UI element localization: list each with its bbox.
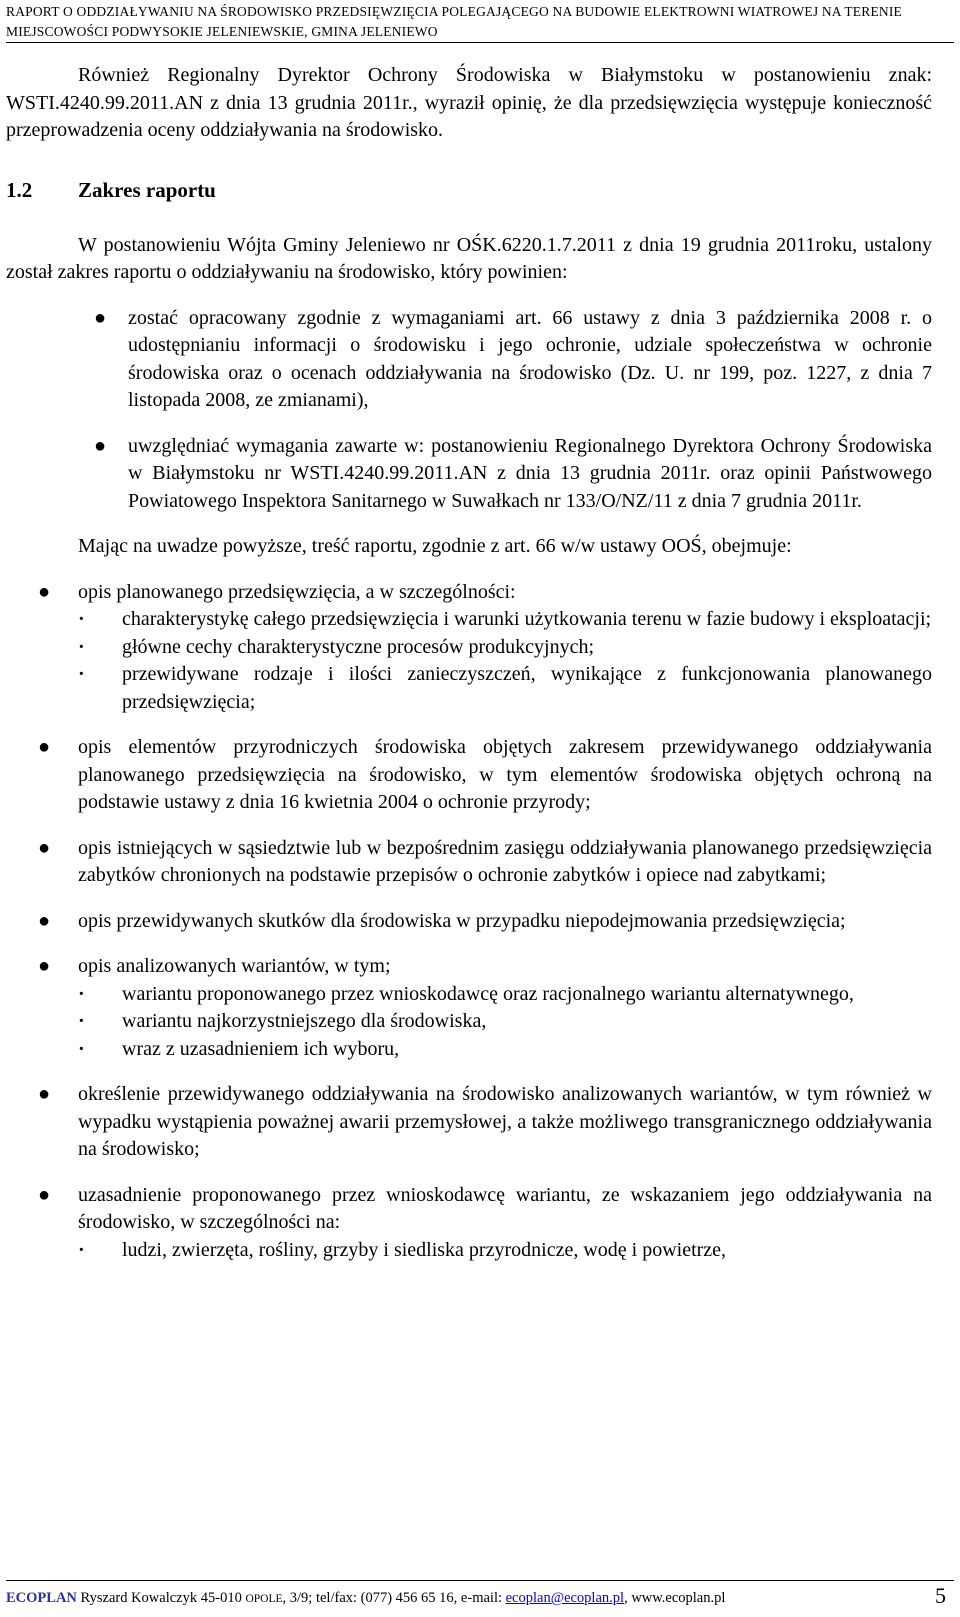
bullet-icon: ● <box>38 836 51 859</box>
small-bullet-icon: · <box>78 635 85 658</box>
content-item <box>6 734 932 817</box>
page-number: 5 <box>935 1583 946 1608</box>
content-item-text: opis istniejących w sąsiedztwie lub w bezpośrednim zasięgu oddziaływania planowanego przedsięwzięcia zabytków chronionych na podstawie przepisów o ochronie zabytków i opiece nad zabytkami; <box>78 836 932 886</box>
section-paragraph: W postanowieniu Wójta Gminy Jeleniewo nr OŚK.6220.1.7.2011 z dnia 19 grudnia 2011roku, ustalony został zakres raportu o oddziaływaniu na środowisko, który powinien: <box>6 233 932 283</box>
sub-item-text: wariantu najkorzystniejszego dla środowiska, <box>122 1010 487 1032</box>
content-paragraph: Mając na uwadze powyższe, treść raportu, zgodnie z art. 66 w/w ustawy OOŚ, obejmuje: <box>78 535 792 557</box>
sub-item-text: główne cechy charakterystyczne procesów produkcyjnych; <box>122 635 595 658</box>
sub-list <box>78 981 932 1064</box>
footer-owner: Ryszard Kowalczyk <box>80 1590 198 1606</box>
content-item <box>6 908 932 936</box>
scope-list <box>6 305 932 516</box>
bullet-icon: ● <box>38 736 51 758</box>
bullet-icon: ● <box>38 955 51 977</box>
scope-item-text: zostać opracowany zgodnie z wymaganiami art. 66 ustawy z dnia 3 października 2008 r. o udostępnianiu informacji o środowisku i jego ochronie, udziale społeczeństwa w ochronie środowiska oraz o ocenach oddziaływania na środowisko (Dz. U. nr 199, poz. 1227, z dnia 7 listopada 2008, ze zmianami), <box>128 306 932 411</box>
header-line-1: RAPORT O ODDZIAŁYWANIU NA ŚRODOWISKO PRZEDSIĘWZIĘCIA POLEGAJĄCEGO NA BUDOWIE ELEKTROWNI WIATROWEJ NA TERENIE <box>6 4 902 19</box>
bullet-icon: ● <box>94 434 107 457</box>
bullet-icon: ● <box>38 580 51 603</box>
content-item-text: opis analizowanych wariantów, w tym; <box>78 955 391 977</box>
document-body <box>6 62 932 1282</box>
section-number: 1.2 <box>6 177 33 202</box>
scope-item <box>6 305 932 415</box>
content-item <box>6 579 932 717</box>
sub-item-text: ludzi, zwierzęta, rośliny, grzyby i siedliska przyrodnicze, wodę i powietrze, <box>122 1238 727 1261</box>
bullet-icon: ● <box>38 1083 51 1105</box>
bullet-icon: ● <box>38 909 51 932</box>
sub-item <box>78 981 932 1009</box>
footer-sep: , <box>624 1590 632 1606</box>
content-item-text: określenie przewidywanego oddziaływania na środowisko analizowanych wariantów, w tym również w wypadku wystąpienia poważnej awarii przemysłowej, a także możliwego transgranicznego oddziaływania na środowisko; <box>78 1083 932 1160</box>
footer-address: , 3/9; tel/fax: (077) 456 65 16, e-mail: <box>282 1590 506 1606</box>
sub-item-text: wariantu proponowanego przez wnioskodawcę oraz racjonalnego wariantu alternatywnego, <box>122 982 854 1005</box>
small-bullet-icon: · <box>78 608 85 630</box>
sub-item-text: przewidywane rodzaje i ilości zanieczyszczeń, wynikające z funkcjonowania planowanego przedsięwzięcia; <box>122 663 932 713</box>
sub-item <box>78 634 932 662</box>
content-item-text: opis elementów przyrodniczych środowiska objętych zakresem przewidywanego oddziaływania planowanego przedsięwzięcia na środowisko, w tym elementów środowiska objętych ochroną na podstawie ustawy z dnia 16 kwietnia 2004 o ochronie przyrody; <box>78 736 932 813</box>
sub-item <box>78 1008 932 1036</box>
sub-item-text: wraz z uzasadnieniem ich wyboru, <box>122 1037 400 1060</box>
content-item-text: opis przewidywanych skutków dla środowiska w przypadku niepodejmowania przedsięwzięcia; <box>78 909 846 932</box>
intro-paragraph: Również Regionalny Dyrektor Ochrony Środowiska w Białymstoku w postanowieniu znak: WSTI.4240.99.2011.AN z dnia 13 grudnia 2011r., wyraził opinię, że dla przedsięwzięcia występuje konieczność przeprowadzenia oceny oddziaływania na środowisko. <box>6 64 932 141</box>
sub-list <box>78 606 932 716</box>
scope-item-text: uwzględniać wymagania zawarte w: postanowieniu Regionalnego Dyrektora Ochrony Środowiska w Białymstoku nr WSTI.4240.99.2011.AN z dnia 13 grudnia 2011r. oraz opinii Państwowego Powiatowego Inspektora Sanitarnego w Suwałkach nr 133/O/NZ/11 z dnia 7 grudnia 2011r. <box>128 434 932 512</box>
page-footer <box>6 1583 954 1614</box>
small-bullet-icon: · <box>78 1010 85 1032</box>
content-item <box>6 1182 932 1265</box>
bullet-icon: ● <box>38 1183 51 1206</box>
bullet-icon: ● <box>94 306 107 329</box>
content-item-text: uzasadnienie proponowanego przez wnioskodawcę wariantu, ze wskazaniem jego oddziaływania na środowisko, w szczególności na: <box>78 1183 932 1233</box>
footer-email-link[interactable]: ecoplan@ecoplan.pl <box>505 1590 625 1606</box>
section-heading <box>6 177 932 204</box>
header-line-2: MIEJSCOWOŚCI PODWYSOKIE JELENIEWSKIE, GMINA JELENIEWO <box>6 24 438 39</box>
content-list <box>6 579 932 1265</box>
small-bullet-icon: · <box>78 1037 85 1060</box>
sub-item <box>78 606 932 634</box>
small-bullet-icon: · <box>78 982 85 1005</box>
sub-item <box>78 661 932 716</box>
running-header <box>6 2 954 42</box>
footer-postcode: 45-010 <box>200 1590 242 1606</box>
sub-item-text: charakterystykę całego przedsięwzięcia i warunki użytkowania terenu w fazie budowy i eksploatacji; <box>122 608 932 630</box>
sub-list <box>78 1237 932 1265</box>
content-item <box>6 953 932 1063</box>
content-item-text: opis planowanego przedsięwzięcia, a w szczególności: <box>78 580 516 603</box>
footer-www[interactable]: www.ecoplan.pl <box>631 1590 726 1606</box>
footer-rule <box>6 1580 954 1581</box>
small-bullet-icon: · <box>78 1238 85 1261</box>
content-item <box>6 835 932 890</box>
section-title: Zakres raportu <box>78 177 216 202</box>
header-rule <box>6 42 954 43</box>
footer-brand: ECOPLAN <box>6 1590 77 1606</box>
scope-item <box>6 433 932 516</box>
content-item <box>6 1081 932 1164</box>
small-bullet-icon: · <box>78 663 85 685</box>
footer-city: OPOLE <box>245 1593 283 1605</box>
sub-item <box>78 1237 932 1265</box>
sub-item <box>78 1036 932 1064</box>
